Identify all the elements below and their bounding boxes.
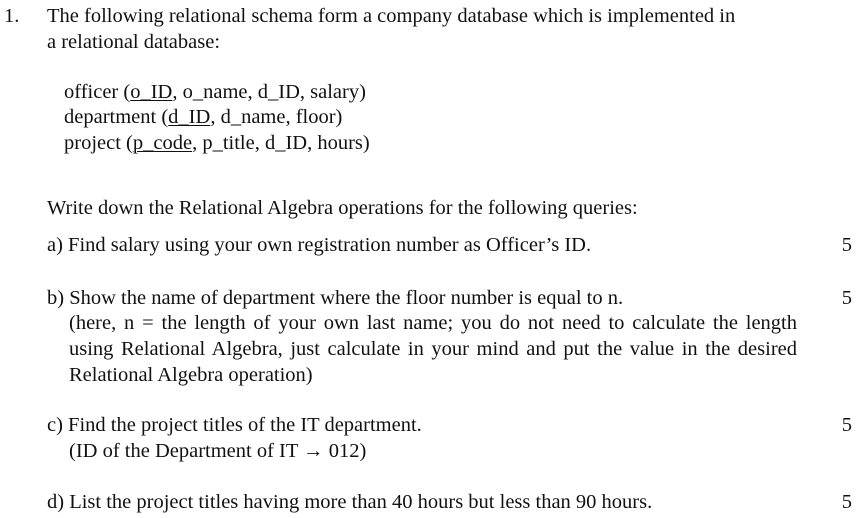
schema-department-open: ( bbox=[156, 106, 169, 128]
query-d-text: d) List the project titles having more than 40 hours but less than 90 hours. bbox=[47, 491, 653, 513]
question-intro-line-2: a relational database: bbox=[47, 31, 221, 53]
schema-project-key: p_code bbox=[132, 132, 193, 154]
schema-officer-key: o_ID bbox=[130, 81, 173, 103]
schema-project-name: project bbox=[64, 132, 121, 154]
schema-project bbox=[64, 131, 370, 155]
query-c-marks: 5 bbox=[841, 414, 852, 436]
schema-officer-open: ( bbox=[118, 81, 131, 103]
query-a-text: a) Find salary using your own registration number as Officer’s ID. bbox=[47, 234, 592, 256]
query-a-marks: 5 bbox=[841, 234, 852, 256]
schema-project-attrs: , p_title, d_ID, hours) bbox=[192, 132, 370, 154]
schema-department-attrs: , d_name, floor) bbox=[210, 106, 343, 128]
schema-officer-name: officer bbox=[64, 81, 119, 103]
schema-department-key: d_ID bbox=[168, 106, 211, 128]
schema-officer-attrs: , o_name, d_ID, salary) bbox=[172, 81, 366, 103]
schema-department-name: department bbox=[64, 106, 157, 128]
query-c-text: c) Find the project titles of the IT department. bbox=[47, 414, 422, 436]
question-intro-line-1: The following relational schema form a company database which is implemented in bbox=[47, 5, 736, 27]
schema-officer bbox=[64, 80, 366, 104]
query-b-text: b) Show the name of department where the floor number is equal to n. bbox=[47, 287, 624, 309]
schema-project-open: ( bbox=[120, 132, 133, 154]
query-c-note: (ID of the Department of IT → 012) bbox=[69, 440, 367, 462]
question-number: 1. bbox=[4, 5, 20, 27]
schema-department bbox=[64, 105, 342, 129]
query-d-marks: 5 bbox=[841, 491, 852, 513]
instruction-text: Write down the Relational Algebra operations for the following queries: bbox=[47, 197, 638, 219]
query-b-marks: 5 bbox=[841, 287, 852, 309]
query-b-note: (here, n = the length of your own last name; you do not need to calculate the length using Relational Algebra, just calculate in your mind and put the value in the desired Relational Algebra operation) bbox=[69, 312, 797, 386]
